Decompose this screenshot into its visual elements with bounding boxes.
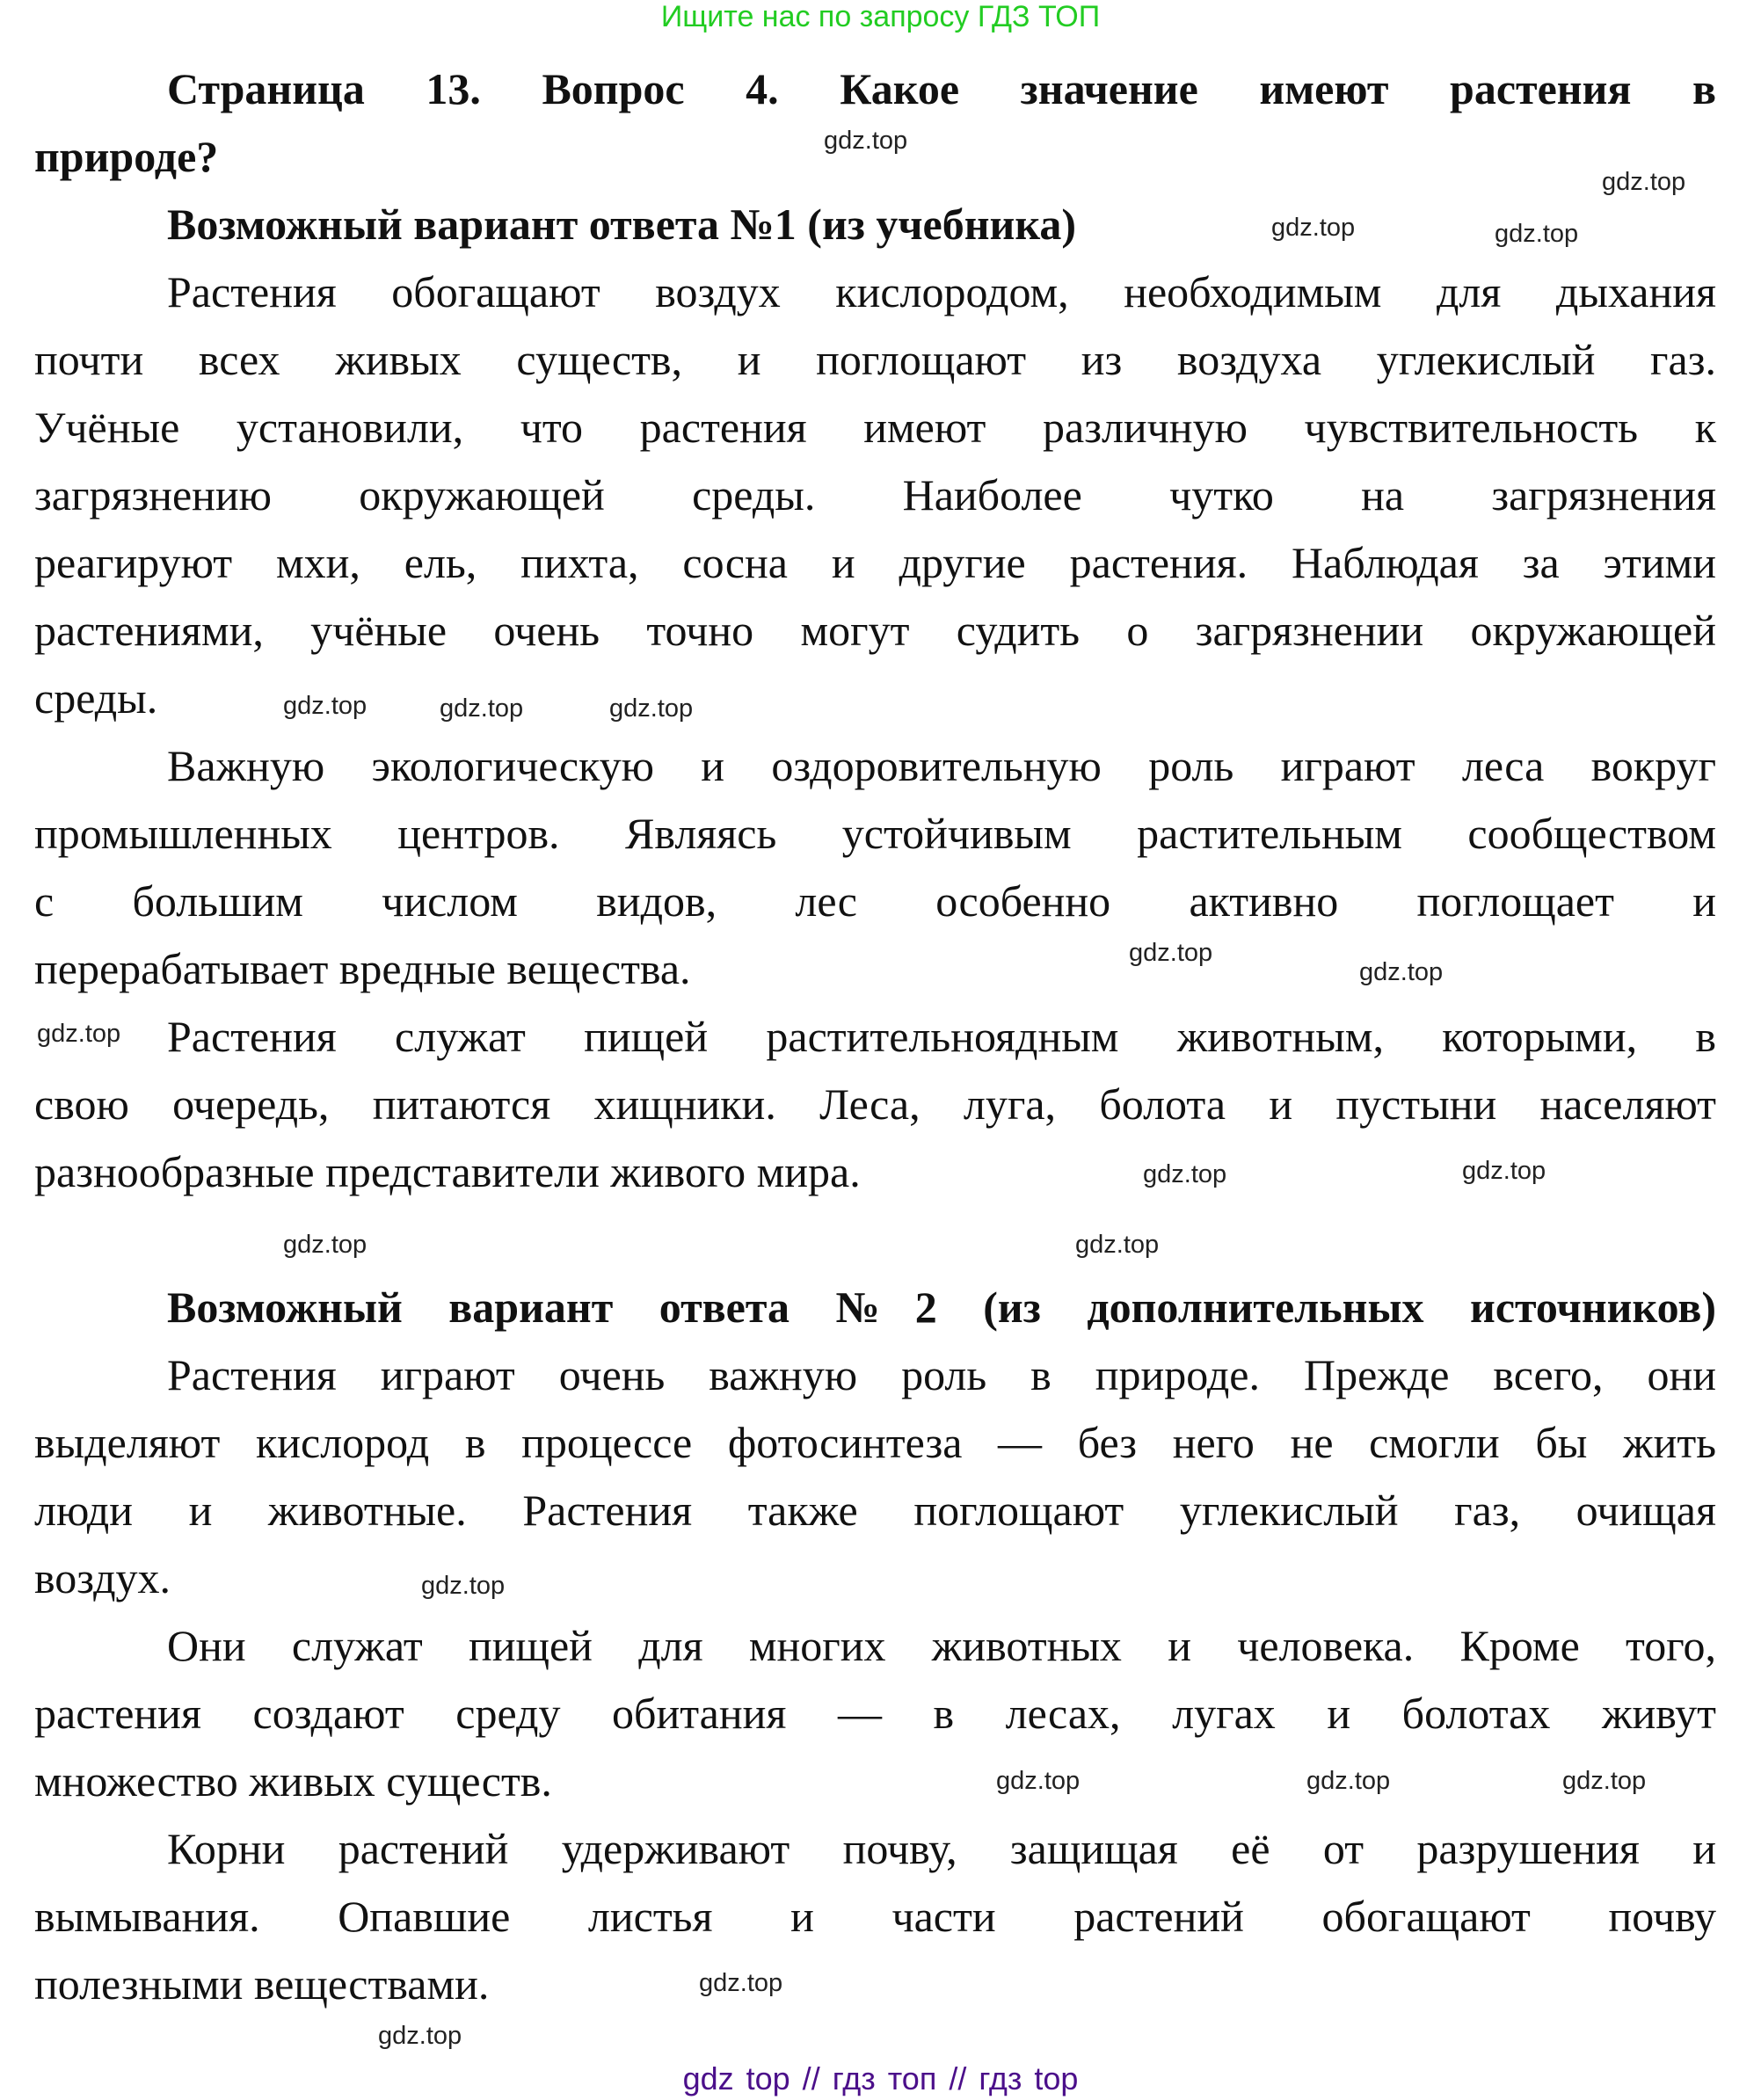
text-line: полезными веществами.: [34, 1959, 490, 2009]
text-line: среды.: [34, 673, 158, 723]
text-line: вымывания. Опавшие листья и части растений обогащают почву: [34, 1892, 1716, 1941]
watermark: gdz.top: [824, 127, 908, 155]
watermark: gdz.top: [1075, 1231, 1160, 1259]
answer-2-heading: Возможный вариант ответа №2 (из дополнительных источников): [167, 1283, 1716, 1332]
text-line: люди и животные. Растения также поглощают углекислый газ, очищая: [34, 1486, 1716, 1535]
watermark: gdz.top: [421, 1572, 506, 1600]
watermark: gdz.top: [699, 1969, 783, 1997]
text-line: множество живых существ.: [34, 1756, 552, 1806]
text-line: реагируют мхи, ель, пихта, сосна и другие растения. Наблюдая за этими: [34, 538, 1716, 587]
text-line: перерабатывает вредные вещества.: [34, 944, 691, 993]
text-line: разнообразные представители живого мира.: [34, 1147, 861, 1196]
watermark: gdz.top: [996, 1767, 1081, 1795]
text-line: промышленных центров. Являясь устойчивым растительным сообществом: [34, 809, 1716, 858]
watermark: gdz.top: [1495, 220, 1579, 248]
answer-1-heading: Возможный вариант ответа №1 (из учебника): [167, 200, 1077, 249]
text-line: Они служат пищей для многих животных и человека. Кроме того,: [167, 1621, 1716, 1670]
search-banner: Ищите нас по запросу ГДЗ ТОП: [660, 0, 1101, 33]
watermark: gdz.top: [609, 694, 694, 723]
watermark: gdz.top: [1271, 214, 1356, 242]
text-line: с большим числом видов, лес особенно активно поглощает и: [34, 876, 1716, 926]
text-line: Учёные установили, что растения имеют различную чувствительность к: [34, 403, 1716, 452]
watermark: gdz.top: [283, 692, 367, 720]
text-line: Корни растений удерживают почву, защищая её от разрушения и: [167, 1824, 1716, 1873]
watermark: gdz.top: [37, 1020, 121, 1048]
watermark: gdz.top: [1306, 1767, 1391, 1795]
question-title: Страница 13. Вопрос 4. Какое значение имеют растения в: [167, 64, 1716, 113]
watermark: gdz.top: [378, 2022, 462, 2050]
text-line: воздух.: [34, 1553, 171, 1602]
text-line: свою очередь, питаются хищники. Леса, луга, болота и пустыни населяют: [34, 1079, 1716, 1129]
text-line: выделяют кислород в процессе фотосинтеза — без него не смогли бы жить: [34, 1418, 1716, 1467]
watermark: gdz.top: [1602, 168, 1686, 196]
text-line: растениями, учёные очень точно могут судить о загрязнении окружающей: [34, 606, 1716, 655]
text-line: загрязнению окружающей среды. Наиболее чутко на загрязнения: [34, 470, 1716, 520]
watermark: gdz.top: [283, 1231, 367, 1259]
text-line: Растения играют очень важную роль в природе. Прежде всего, они: [167, 1350, 1716, 1399]
question-title-cont: природе?: [34, 132, 219, 181]
text-line: растения создают среду обитания — в лесах, лугах и болотах живут: [34, 1689, 1716, 1738]
watermark: gdz.top: [1462, 1157, 1546, 1185]
text-line: Растения обогащают воздух кислородом, необходимым для дыхания: [167, 267, 1716, 316]
watermark: gdz.top: [1143, 1160, 1227, 1188]
watermark: gdz.top: [1562, 1767, 1647, 1795]
text-line: почти всех живых существ, и поглощают из воздуха углекислый газ.: [34, 335, 1716, 384]
watermark: gdz.top: [1359, 958, 1444, 986]
watermark: gdz.top: [1129, 939, 1213, 967]
footer-links: gdz top // гдз топ // гдз top: [682, 2060, 1079, 2096]
watermark: gdz.top: [440, 694, 524, 723]
text-line: Растения служат пищей растительноядным животным, которыми, в: [167, 1012, 1716, 1061]
text-line: Важную экологическую и оздоровительную роль играют леса вокруг: [167, 741, 1716, 790]
